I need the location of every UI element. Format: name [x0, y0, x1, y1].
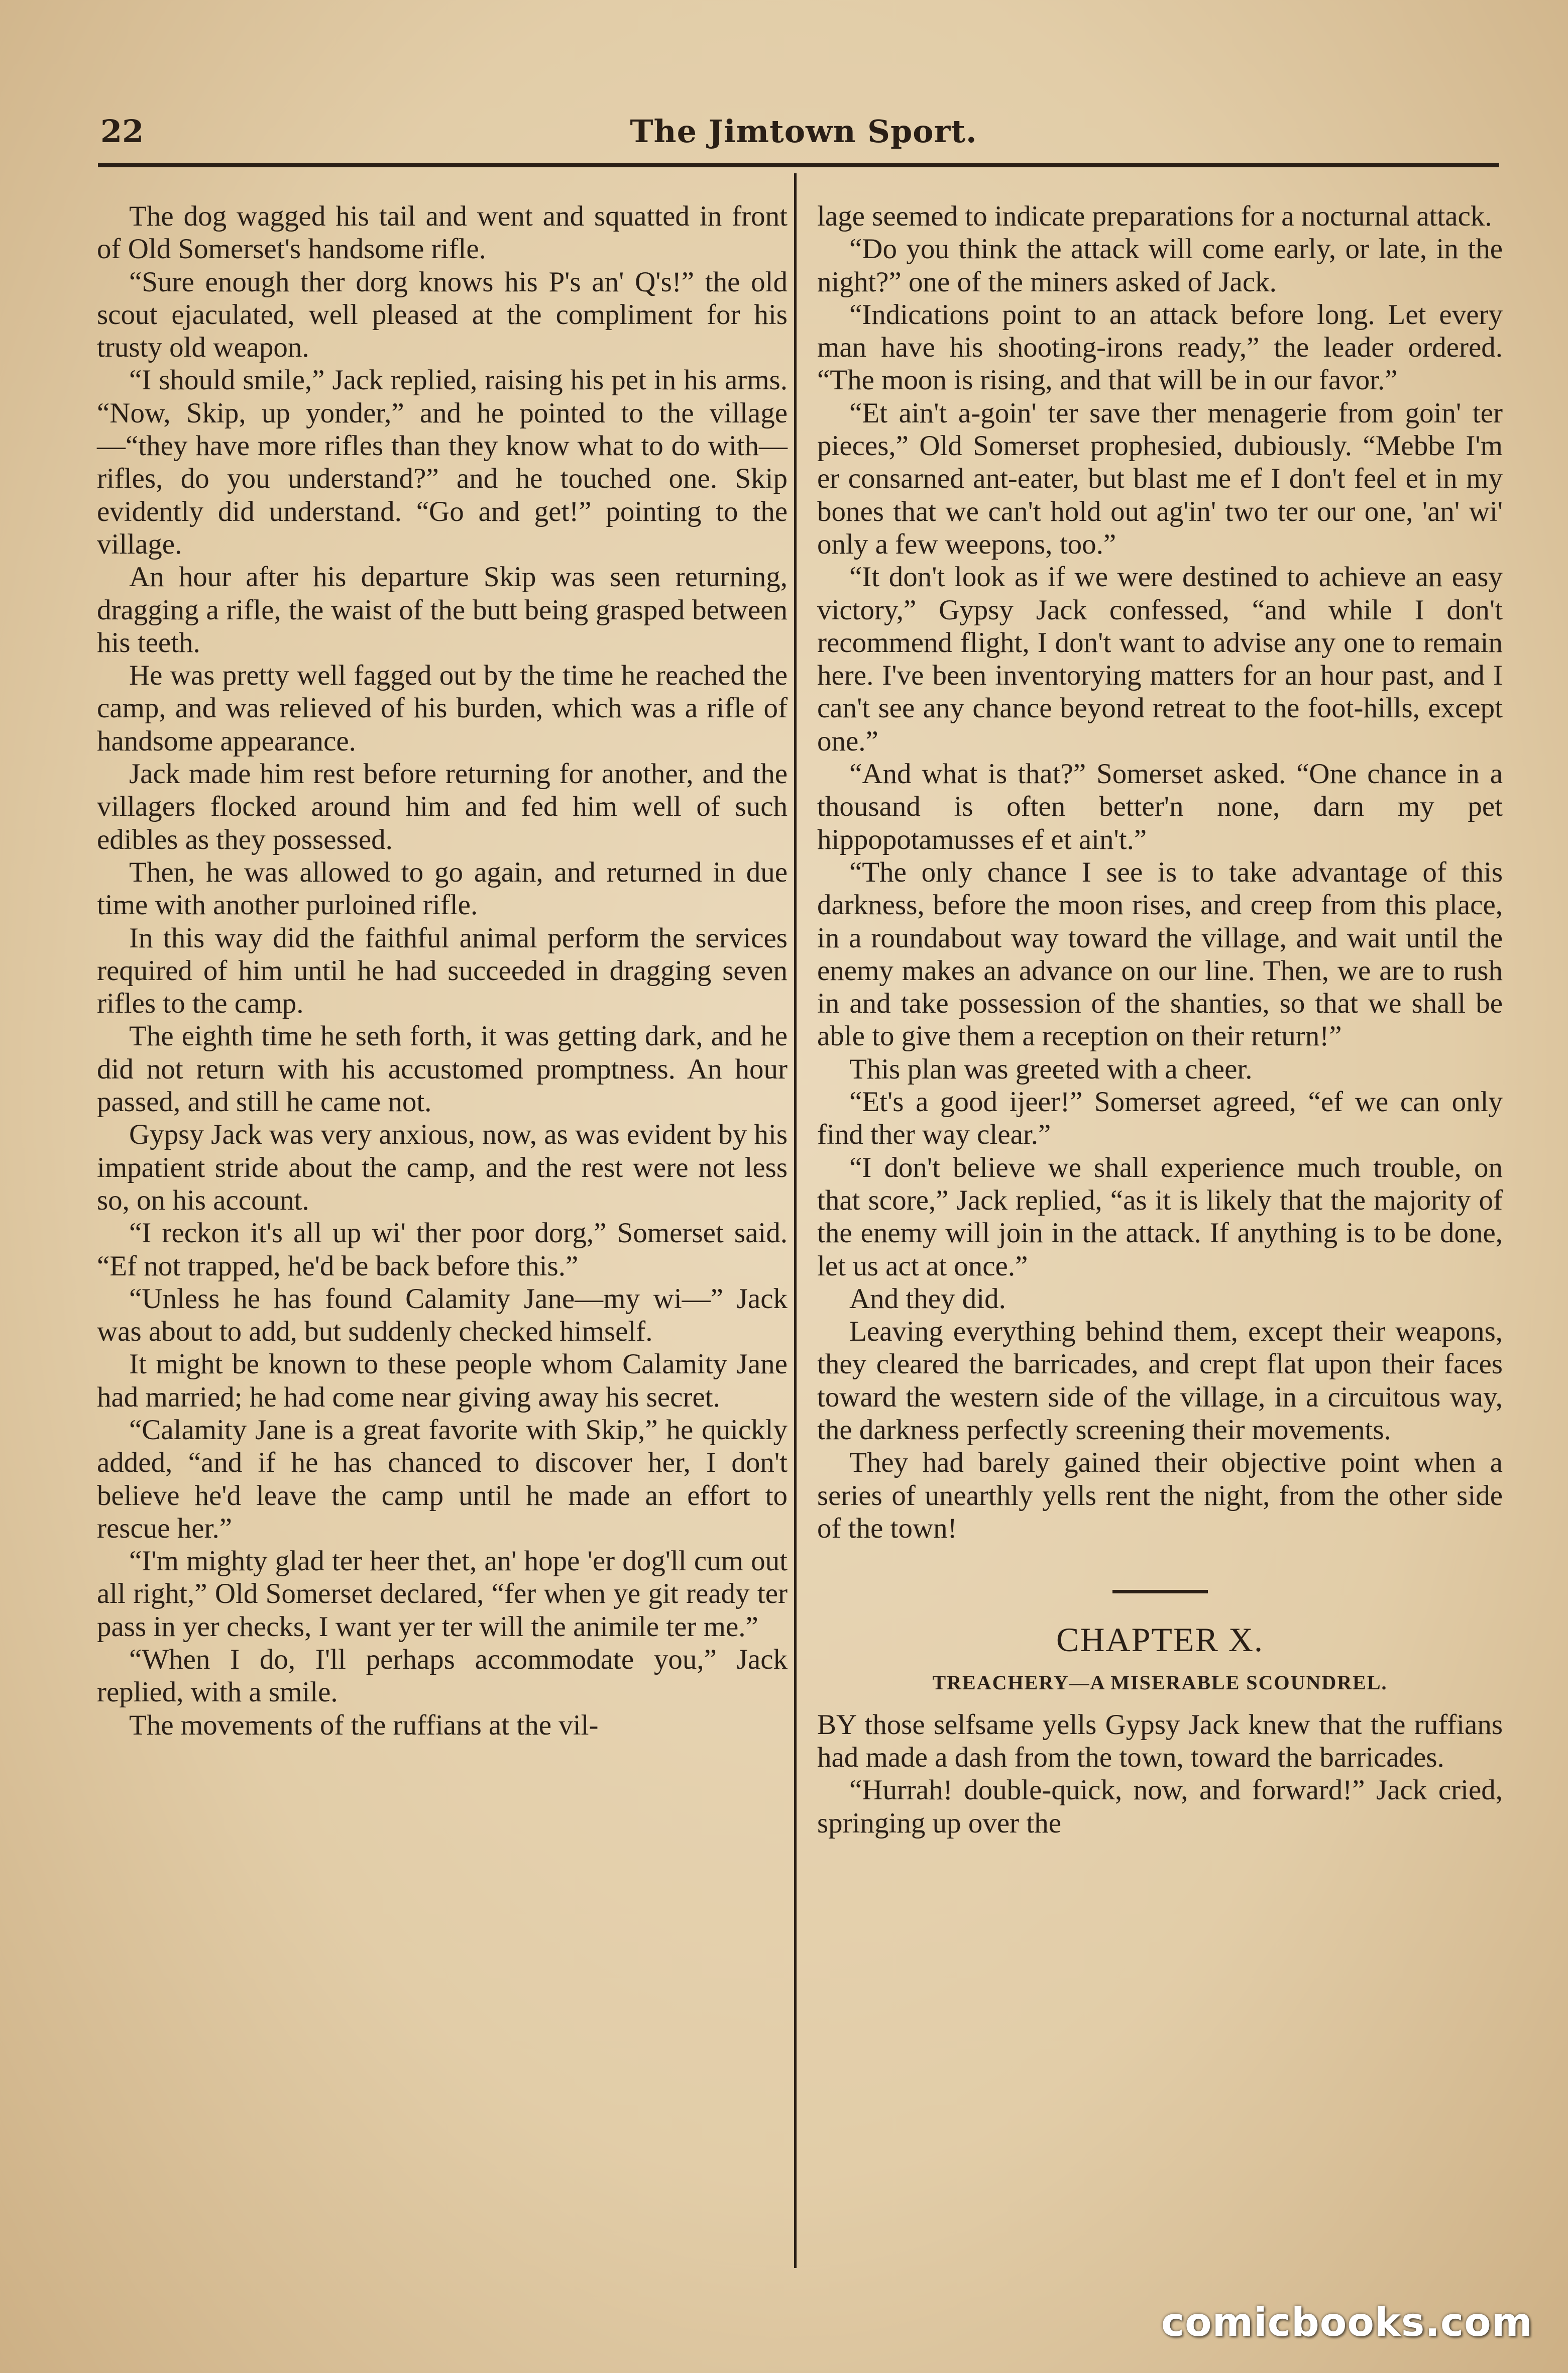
paragraph: “Indications point to an attack before long. Let every man have his shooting-irons ready,” the leader ordered. “The moon is rising, and that will be in our favor.”: [817, 298, 1503, 396]
paragraph: “I don't believe we shall experience much trouble, on that score,” Jack replied, “as it is likely that the majority of the enemy will join in the attack. If anything is to be done, let us act at once.”: [817, 1151, 1503, 1282]
paragraph: “I reckon it's all up wi' ther poor dorg,” Somerset said. “Ef not trapped, he'd be back before this.”: [97, 1217, 788, 1282]
paragraph: The eighth time he seth forth, it was getting dark, and he did not return with his accustomed promptness. An hour passed, and still he came not.: [97, 1020, 788, 1118]
paragraph: “And what is that?” Somerset asked. “One chance in a thousand is often better'n none, darn my pet hippopotamusses ef et ain't.”: [817, 758, 1503, 855]
chapter-rule: [1112, 1590, 1208, 1593]
paragraph: “Sure enough ther dorg knows his P's an' Q's!” the old scout ejaculated, well pleased at the compliment for his trusty old weapon.: [97, 266, 788, 364]
paragraph: “Do you think the attack will come early, or late, in the night?” one of the miners asked of Jack.: [817, 233, 1503, 298]
paragraph: The dog wagged his tail and went and squatted in front of Old Somerset's handsome rifle.: [97, 200, 788, 265]
continued-paragraph: lage seemed to indicate preparations for a nocturnal attack.: [817, 200, 1492, 232]
chapter-heading: CHAPTER X.: [1056, 1621, 1264, 1659]
page-header: [100, 113, 1507, 158]
chapter-subtitle: TREACHERY—A MISERABLE SCOUNDREL.: [932, 1671, 1388, 1694]
paragraph: An hour after his departure Skip was seen returning, dragging a rifle, the waist of the butt being grasped between his teeth.: [97, 561, 788, 659]
paragraph: “It don't look as if we were destined to achieve an easy victory,” Gypsy Jack confessed, “and while I don't recommend flight, I don't want to advise any one to remain here. I've been inventorying matters for an hour past, and I can't see any chance beyond retreat to the foot-hills, except one.”: [817, 561, 1503, 757]
paragraph: “I should smile,” Jack replied, raising his pet in his arms. “Now, Skip, up yonder,” and he pointed to the village—“they have more rifles than they know what to do with—rifles, do you understand?” and he touched one. Skip evidently did understand. “Go and get!” pointing to the village.: [97, 364, 788, 560]
paragraph: Then, he was allowed to go again, and returned in due time with another purloined rifle.: [97, 856, 788, 921]
paragraph: “Calamity Jane is a great favorite with Skip,” he quickly added, “and if he has chanced to discover her, I don't believe he'd leave the camp until he made an effort to rescue her.”: [97, 1414, 788, 1544]
paragraph: “I'm mighty glad ter heer thet, an' hope 'er dog'll cum out all right,” Old Somerset declared, “fer when ye git ready ter pass in yer checks, I want yer ter will the animile ter me.”: [97, 1545, 788, 1643]
paragraph: It might be known to these people whom Calamity Jane had married; he had come near giving away his secret.: [97, 1348, 788, 1413]
paragraph: He was pretty well fagged out by the time he reached the camp, and was relieved of his burden, which was a rifle of handsome appearance.: [97, 660, 788, 757]
header-rule: [98, 163, 1499, 167]
paragraph: They had barely gained their objective point when a series of unearthly yells rent the night, from the other side of the town!: [817, 1447, 1503, 1544]
paragraph: “Et's a good ijeer!” Somerset agreed, “ef we can only find ther way clear.”: [817, 1086, 1503, 1151]
paragraph: “Hurrah! double-quick, now, and forward!” Jack cried, springing up over the: [817, 1774, 1503, 1839]
paragraph: “Et ain't a-goin' ter save ther menagerie from goin' ter pieces,” Old Somerset prophesied, dubiously. “Mebbe I'm er consarned ant-eater, but blast me ef I don't feel et in my bones that we can't hold out ag'in' two ter our one, 'an' wi' only a few weepons, too.”: [817, 397, 1503, 560]
paragraph: “When I do, I'll perhaps accommodate you,” Jack replied, with a smile.: [97, 1644, 788, 1708]
site-watermark: comicbooks.com: [1161, 2300, 1533, 2345]
page-number: 22: [100, 113, 144, 150]
left-column: [97, 200, 788, 1742]
running-title: The Jimtown Sport.: [630, 113, 977, 150]
paragraph: “The only chance I see is to take advantage of this darkness, before the moon rises, and creep from this place, in a roundabout way toward the village, and wait until the enemy makes an advance on our line. Then, we are to rush in and take possession of the shanties, so that we shall be able to give them a reception on their return!”: [817, 856, 1503, 1052]
paragraph: The movements of the ruffians at the vil-: [129, 1709, 599, 1741]
right-column: [817, 200, 1503, 1840]
paragraph: Gypsy Jack was very anxious, now, as was evident by his impatient stride about the camp, and the rest were not less so, on his account.: [97, 1119, 788, 1216]
paragraph: Leaving everything behind them, except their weapons, they cleared the barricades, and crept flat upon their faces toward the western side of the village, in a circuitous way, the darkness perfectly screening their movements.: [817, 1316, 1503, 1446]
chapter-opening-paragraph: BY those selfsame yells Gypsy Jack knew that the ruffians had made a dash from the town, toward the barricades.: [817, 1708, 1503, 1774]
paragraph: “Unless he has found Calamity Jane—my wi—” Jack was about to add, but suddenly checked himself.: [97, 1282, 788, 1348]
paragraph: And they did.: [849, 1282, 1006, 1315]
paragraph: This plan was greeted with a cheer.: [849, 1053, 1253, 1085]
paragraph: In this way did the faithful animal perform the services required of him until he had succeeded in dragging seven rifles to the camp.: [97, 922, 788, 1020]
paragraph: Jack made him rest before returning for another, and the villagers flocked around him and fed him well of such edibles as they possessed.: [97, 758, 788, 855]
column-divider: [794, 173, 797, 2268]
